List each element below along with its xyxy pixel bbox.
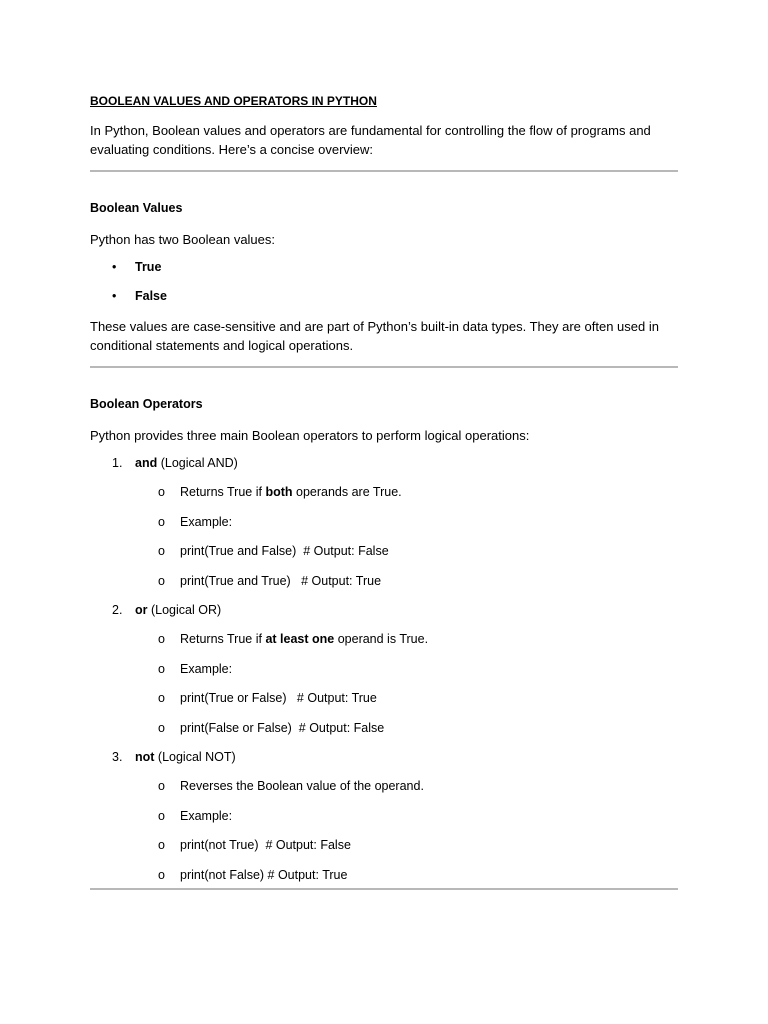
- list-item: [90, 484, 678, 514]
- code-example: print(True and True) # Output: True: [180, 573, 382, 588]
- list-number: 2.: [112, 603, 123, 617]
- section-divider: [90, 170, 678, 172]
- list-item: [90, 661, 678, 691]
- boolean-values-lead: Python has two Boolean values:: [90, 232, 276, 247]
- item-text: Example:: [180, 661, 233, 676]
- boolean-value-false: False: [135, 289, 167, 303]
- boolean-operators-heading: Boolean Operators: [90, 397, 203, 411]
- item-text: operand is True.: [334, 632, 429, 646]
- list-item: [90, 837, 678, 867]
- section-divider: [90, 888, 678, 890]
- item-emphasis: at least one: [265, 632, 335, 646]
- list-item: [90, 690, 678, 720]
- document-page: [90, 93, 678, 890]
- boolean-values-heading: Boolean Values: [90, 201, 183, 215]
- circle-bullet-icon: o: [158, 661, 165, 676]
- circle-bullet-icon: o: [158, 544, 165, 558]
- operator-not: [90, 749, 678, 778]
- circle-bullet-icon: o: [158, 720, 165, 735]
- item-text: Example:: [180, 808, 233, 823]
- operator-and: [90, 455, 678, 484]
- boolean-values-list: [90, 259, 678, 317]
- circle-bullet-icon: o: [158, 867, 165, 882]
- operator-keyword: not: [135, 750, 155, 764]
- code-example: print(True or False) # Output: True: [180, 691, 377, 705]
- list-item: [90, 778, 678, 808]
- code-example: print(not True) # Output: False: [180, 838, 351, 852]
- code-example: print(True and False) # Output: False: [180, 544, 389, 558]
- circle-bullet-icon: o: [158, 514, 165, 529]
- list-item: [90, 259, 678, 288]
- operator-keyword: or: [135, 603, 148, 617]
- list-item: [90, 720, 678, 750]
- boolean-value-true: True: [135, 260, 162, 274]
- operator-description: (Logical OR): [147, 603, 222, 617]
- list-item: [90, 543, 678, 573]
- circle-bullet-icon: o: [158, 838, 165, 852]
- list-number: 3.: [112, 750, 123, 764]
- operators-list: [90, 455, 678, 888]
- section-divider: [90, 366, 678, 368]
- document-title: BOOLEAN VALUES AND OPERATORS IN PYTHON: [90, 94, 377, 108]
- bullet-icon: •: [112, 289, 117, 303]
- list-item: [90, 631, 678, 661]
- operator-description: (Logical AND): [157, 456, 238, 470]
- list-item: [90, 514, 678, 544]
- bullet-icon: •: [112, 260, 117, 274]
- boolean-values-note: These values are case-sensitive and are part of Python’s built-in data types. They are often used in conditional statements and logical operations.: [90, 319, 659, 353]
- code-example: print(not False) # Output: True: [180, 867, 348, 882]
- circle-bullet-icon: o: [158, 485, 165, 499]
- item-text: Reverses the Boolean value of the operand.: [180, 779, 424, 793]
- list-item: [90, 573, 678, 603]
- operator-description: (Logical NOT): [154, 750, 236, 764]
- circle-bullet-icon: o: [158, 632, 165, 646]
- item-emphasis: both: [265, 485, 293, 499]
- operator-or: [90, 602, 678, 631]
- list-item: [90, 808, 678, 838]
- item-text: Returns True if: [180, 632, 266, 646]
- code-example: print(False or False) # Output: False: [180, 720, 385, 735]
- circle-bullet-icon: o: [158, 779, 165, 793]
- boolean-operators-lead: Python provides three main Boolean operators to perform logical operations:: [90, 428, 530, 443]
- circle-bullet-icon: o: [158, 573, 165, 588]
- item-text: operands are True.: [292, 485, 402, 499]
- item-text: Returns True if: [180, 485, 266, 499]
- operator-keyword: and: [135, 456, 158, 470]
- item-text: Example:: [180, 514, 233, 529]
- intro-paragraph: In Python, Boolean values and operators are fundamental for controlling the flow of programs and evaluating conditions. Here’s a concise overview:: [90, 123, 651, 157]
- circle-bullet-icon: o: [158, 691, 165, 705]
- list-item: [90, 288, 678, 317]
- list-number: 1.: [112, 456, 123, 470]
- circle-bullet-icon: o: [158, 808, 165, 823]
- list-item: [90, 867, 678, 888]
